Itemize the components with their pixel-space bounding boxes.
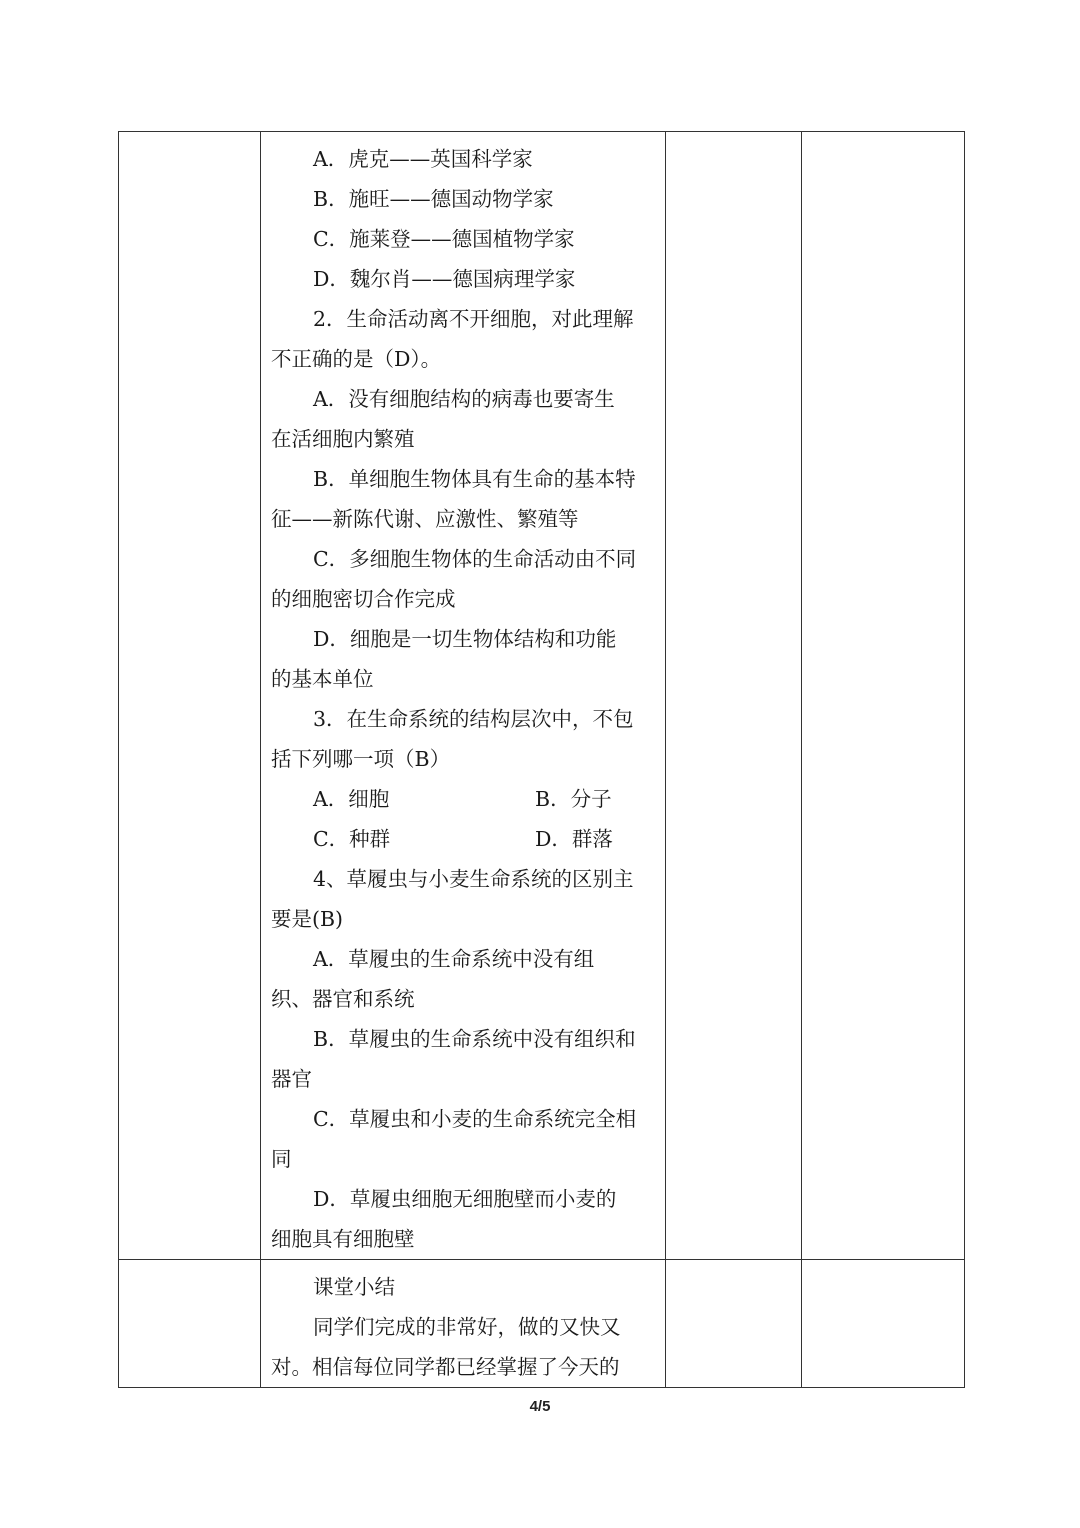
q1-option-d: D．魏尔肖——德国病理学家 <box>313 267 576 291</box>
q4-stem-line2: 要是(B) <box>271 907 344 931</box>
q3-stem-line1: 3．在生命系统的结构层次中，不包 <box>313 707 634 731</box>
q3-options-row2 <box>271 819 655 859</box>
q2-option-b-line2: 征——新陈代谢、应激性、繁殖等 <box>271 507 579 531</box>
q2-option-a-line2: 在活细胞内繁殖 <box>271 427 415 451</box>
q4-option-a-line1: A．草履虫的生命系统中没有组 <box>313 947 595 971</box>
q4-option-c-line1: C．草履虫和小麦的生命系统完全相 <box>313 1107 637 1131</box>
q4-option-d-line1: D．草履虫细胞无细胞壁而小麦的 <box>313 1187 617 1211</box>
summary-title: 课堂小结 <box>313 1275 395 1299</box>
q3-option-a: A．细胞 <box>313 787 390 811</box>
q2-option-d-line1: D．细胞是一切生物体结构和功能 <box>313 627 617 651</box>
q4-option-d-line2: 细胞具有细胞壁 <box>271 1227 415 1251</box>
table-row <box>119 1260 965 1388</box>
table-cell-empty <box>666 132 802 1260</box>
q1-option-c: C．施莱登——德国植物学家 <box>313 227 575 251</box>
q1-option-a: A．虎克——英国科学家 <box>313 147 533 171</box>
q4-option-c-line2: 同 <box>271 1147 292 1171</box>
summary-line2: 对。相信每位同学都已经掌握了今天的 <box>271 1355 620 1379</box>
lesson-plan-table <box>118 131 965 1388</box>
q2-option-a-line1: A．没有细胞结构的病毒也要寄生 <box>313 387 615 411</box>
table-cell-left <box>119 1260 261 1388</box>
q4-stem-line1: 4、草履虫与小麦生命系统的区别主 <box>313 867 634 891</box>
q2-stem-line1: 2．生命活动离不开细胞，对此理解 <box>313 307 634 331</box>
q2-option-d-line2: 的基本单位 <box>271 667 374 691</box>
q2-option-c-line1: C．多细胞生物体的生命活动由不同 <box>313 547 637 571</box>
q2-stem-line2: 不正确的是（D）。 <box>271 347 442 371</box>
q3-stem-line2: 括下列哪一项（B） <box>271 747 451 771</box>
q3-option-d: D．群落 <box>535 827 613 851</box>
table-cell-empty <box>666 1260 802 1388</box>
q3-option-b: B．分子 <box>535 787 612 811</box>
q3-option-c: C．种群 <box>313 827 391 851</box>
table-cell-left <box>119 132 261 1260</box>
q2-option-c-line2: 的细胞密切合作完成 <box>271 587 456 611</box>
q3-options-row1 <box>271 779 655 819</box>
q1-option-b: B．施旺——德国动物学家 <box>313 187 554 211</box>
summary-line1: 同学们完成的非常好，做的又快又 <box>313 1315 621 1339</box>
table-cell-empty <box>802 1260 965 1388</box>
table-cell-empty <box>802 132 965 1260</box>
table-row <box>119 132 965 1260</box>
q4-option-a-line2: 织、器官和系统 <box>271 987 415 1011</box>
table-cell-content <box>261 132 666 1260</box>
q4-option-b-line2: 器官 <box>271 1067 312 1091</box>
q2-option-b-line1: B．单细胞生物体具有生命的基本特 <box>313 467 636 491</box>
table-cell-content <box>261 1260 666 1388</box>
q4-option-b-line1: B．草履虫的生命系统中没有组织和 <box>313 1027 636 1051</box>
page-number: 4/5 <box>529 1398 551 1415</box>
